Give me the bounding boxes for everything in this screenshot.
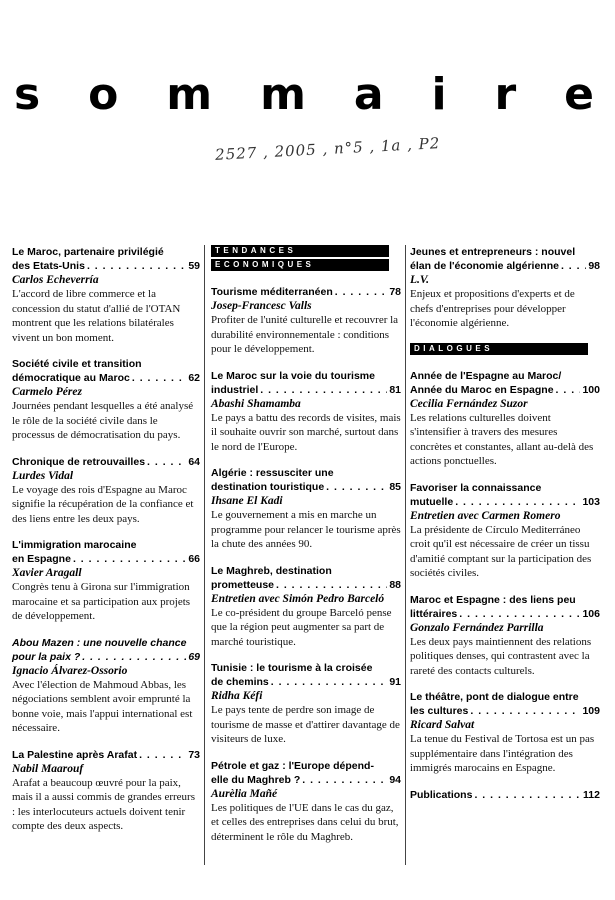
entry-title-line: Jeunes et entrepreneurs : nouvel: [410, 246, 576, 258]
page-number: 73: [188, 748, 200, 761]
entry-title[interactable]: [12, 357, 200, 385]
toc-entry[interactable]: [12, 538, 200, 624]
title-letter: e: [564, 69, 594, 120]
page-number: 94: [389, 773, 401, 786]
page-number: 100: [582, 383, 600, 396]
entry-title-last-line: [12, 259, 200, 273]
title-letter: o: [88, 69, 119, 120]
entry-author: Cecilia Fernández Suzor: [410, 397, 528, 410]
page-title: [14, 70, 594, 120]
page-number: 112: [583, 788, 600, 801]
page-number: 59: [188, 260, 200, 272]
entry-author: Ihsane El Kadi: [211, 495, 283, 507]
entry-title-last-line: [12, 748, 200, 762]
entry-description: Le pays a battu des records de visites, mais il souhaite ouvrir son marché, surtout dans le nord de l'Europe.: [211, 411, 401, 453]
toc-entry[interactable]: [12, 636, 200, 736]
entry-description: Arafat a beaucoup œuvré pour la paix, mais il a aussi commis de grandes erreurs : les interlocuteurs actuels doivent tenir compte des deux aspects.: [12, 776, 195, 832]
toc-entry[interactable]: [410, 690, 600, 776]
entry-author: L.V.: [410, 274, 429, 286]
title-letter: m: [260, 69, 306, 120]
toc-entry[interactable]: [12, 748, 200, 834]
toc-entry[interactable]: [211, 564, 401, 650]
entry-description: La présidente de Círculo Mediterráneo croit qu'il est nécessaire de créer un tissu d'amitié comptant sur la participation des sociétés civiles.: [410, 523, 592, 579]
entry-title-line: Le Maghreb, destination: [211, 564, 332, 577]
entry-title[interactable]: [410, 369, 600, 397]
section-header: DIALOGUES: [410, 343, 588, 355]
page-number: 85: [389, 481, 401, 493]
entry-author: Josep-Francesc Valls: [211, 300, 312, 312]
title-letter: m: [166, 69, 213, 120]
entry-title-last-line: [410, 607, 600, 621]
entry-title-text: prometteuse: [211, 578, 275, 591]
entry-title[interactable]: [12, 538, 200, 566]
entry-title-last-line: [12, 650, 200, 664]
leader-dots: [82, 650, 186, 664]
entry-title-text: élan de l'économie algérienne: [410, 260, 559, 272]
leader-dots: [276, 578, 387, 592]
entry-author: Carlos Echeverría: [12, 274, 99, 286]
entry-title-text: La Palestine après Arafat: [12, 748, 138, 761]
entry-title-line: L'immigration marocaine: [12, 539, 137, 551]
entry-description: Enjeux et propositions d'experts et de chefs d'entreprises pour développer l'économie algérienne.: [410, 288, 575, 329]
entry-title-text: elle du Maghreb ?: [211, 773, 301, 786]
toc-entry[interactable]: [211, 369, 401, 455]
entry-author: Ignacio Álvarez-Ossorio: [12, 664, 128, 677]
entry-title[interactable]: [410, 245, 600, 273]
entry-author: Aurèlia Mañé: [211, 787, 278, 800]
entry-title-last-line: [12, 371, 200, 385]
page-number: 78: [389, 286, 401, 298]
entry-title-text: pour la paix ?: [12, 650, 81, 663]
toc-column-1: [12, 245, 200, 846]
entry-title-text: Tourisme méditerranéen: [211, 286, 333, 298]
toc-entry[interactable]: [12, 455, 200, 527]
entry-title-line: Le Maroc, partenaire privilégié: [12, 246, 164, 258]
toc-entry[interactable]: [410, 369, 600, 469]
entry-author: Ridha Kéfi: [211, 690, 263, 702]
entry-title-text: destination touristique: [211, 481, 325, 493]
entry-title-line: Favoriser la connaissance: [410, 481, 542, 494]
entry-title[interactable]: [410, 593, 600, 621]
entry-author: Gonzalo Fernández Parrilla: [410, 621, 544, 634]
entry-description: Le pays tente de perdre son image de tourisme de masse et d'attirer davantage de visiteurs de luxe.: [211, 704, 400, 745]
entry-title-line: Tunisie : le tourisme à la croisée: [211, 662, 373, 674]
leader-dots: [556, 383, 581, 397]
entry-title[interactable]: [12, 636, 200, 664]
page-number: 81: [389, 383, 401, 396]
entry-title-line: Pétrole et gaz : l'Europe dépend-: [211, 759, 374, 772]
entry-author: Abashi Shamamba: [211, 397, 301, 410]
entry-description: L'accord de libre commerce et la concession du statut d'allié de l'OTAN montrent que les relations bilatérales vivent un bon moment.: [12, 288, 181, 344]
page-number: 62: [188, 372, 200, 384]
entry-title-text: mutuelle: [410, 495, 454, 508]
entry-title-last-line: [12, 552, 200, 566]
entry-description: Le gouvernement a mis en marche un programme pour relancer le tourisme après la chute des années 90.: [211, 509, 401, 550]
page-number: 91: [389, 676, 401, 688]
column-divider: [204, 245, 205, 865]
entry-title[interactable]: [211, 564, 401, 592]
entry-description: Le co-président du groupe Barceló pense que la région peut augmenter sa part de marché touristique.: [211, 606, 392, 648]
entry-description: La tenue du Festival de Tortosa est un pas supplémentaire dans l'intégration des immigrés marocains en Espagne.: [410, 733, 595, 774]
entry-description: Profiter de l'unité culturelle et recouvrer la durabilité environnementale : conditions pour le développement.: [211, 314, 399, 355]
entry-title[interactable]: [410, 690, 600, 718]
entry-title[interactable]: [410, 788, 600, 802]
section-header: TENDANCES: [211, 245, 389, 257]
toc-entry[interactable]: [12, 357, 200, 443]
entry-title-line: Le Maroc sur la voie du tourisme: [211, 369, 375, 382]
leader-dots: [260, 383, 387, 397]
entry-title-line: Maroc et Espagne : des liens peu: [410, 593, 576, 606]
leader-dots: [139, 748, 186, 762]
leader-dots: [474, 788, 581, 802]
page-number: 66: [188, 553, 200, 565]
leader-dots: [73, 552, 186, 566]
entry-title-line: Le théâtre, pont de dialogue entre: [410, 691, 579, 703]
toc-entry[interactable]: [12, 245, 200, 345]
page-number: 103: [582, 495, 600, 508]
entry-title[interactable]: [410, 481, 600, 509]
entry-author: Xavier Aragall: [12, 567, 82, 579]
page-number: 69: [188, 650, 200, 663]
entry-title-line: Abou Mazen : une nouvelle chance: [12, 636, 187, 649]
title-letter: s: [14, 69, 41, 120]
entry-title[interactable]: [12, 455, 200, 469]
entry-title-line: Année de l'Espagne au Maroc/: [410, 369, 562, 382]
entry-title[interactable]: [12, 748, 200, 762]
entry-title-text: des Etats-Unis: [12, 260, 85, 272]
leader-dots: [470, 704, 580, 718]
entry-title-last-line: [211, 383, 401, 397]
entry-title-last-line: [211, 675, 401, 689]
toc-entry[interactable]: [410, 593, 600, 679]
leader-dots: [335, 285, 388, 299]
page-number: 64: [188, 455, 200, 468]
entry-title-text: en Espagne: [12, 553, 71, 565]
entry-title-text: Chronique de retrouvailles: [12, 455, 146, 468]
entry-title-last-line: [410, 788, 600, 802]
title-letter: i: [431, 69, 447, 120]
toc-entry[interactable]: [410, 245, 600, 331]
entry-description: Avec l'élection de Mahmoud Abbas, les négociations semblent avoir emprunté la bonne voie, mais l'appui international est nécessaire.: [12, 678, 193, 734]
entry-author: Ricard Salvat: [410, 719, 475, 731]
leader-dots: [561, 259, 586, 273]
entry-description: Les politiques de l'UE dans le cas du gaz, et celles des entreprises dans celui du brut, déterminent le rôle du Maghreb.: [211, 801, 399, 843]
section-header: ECONOMIQUES: [211, 259, 389, 271]
page-number: 98: [588, 260, 600, 272]
title-letter: r: [494, 69, 517, 120]
entry-title-text: Année du Maroc en Espagne: [410, 383, 554, 396]
page-number: 106: [582, 607, 600, 620]
entry-title-text: démocratique au Maroc: [12, 372, 130, 384]
entry-description: Congrès tenu à Girona sur l'immigration marocaine et sa participation aux projets de développement.: [12, 581, 191, 622]
entry-title[interactable]: [211, 466, 401, 494]
entry-title-last-line: [211, 773, 401, 787]
leader-dots: [302, 773, 387, 787]
entry-description: Les deux pays maintiennent des relations politiques denses, qui contrastent avec la rareté des contacts culturels.: [410, 635, 592, 677]
entry-title-last-line: [410, 259, 600, 273]
toc-column-3: [410, 245, 600, 814]
leader-dots: [147, 455, 186, 469]
leader-dots: [87, 259, 186, 273]
entry-title-last-line: [12, 455, 200, 469]
entry-title[interactable]: [12, 245, 200, 273]
entry-title[interactable]: [211, 285, 401, 299]
entry-title-text: les cultures: [410, 705, 469, 717]
entry-title[interactable]: [211, 369, 401, 397]
entry-title-text: Publications: [410, 788, 473, 801]
entry-title-last-line: [211, 578, 401, 592]
page-number: 109: [582, 705, 600, 717]
entry-title-line: Algérie : ressusciter une: [211, 467, 334, 479]
entry-description: Les relations culturelles doivent s'intensifier à travers des mesures concrètes et constantes, allant au-delà des actions ponctuelles.: [410, 411, 594, 467]
toc-entry[interactable]: [211, 661, 401, 747]
column-divider: [405, 245, 406, 865]
leader-dots: [459, 607, 580, 621]
entry-title-line: Société civile et transition: [12, 358, 142, 370]
leader-dots: [271, 675, 388, 689]
page-number: 88: [389, 578, 401, 591]
title-letter: a: [353, 69, 384, 120]
entry-title[interactable]: [211, 759, 401, 787]
toc-column-2: [211, 245, 401, 856]
entry-title-text: littéraires: [410, 607, 458, 620]
entry-author: Entretien avec Simón Pedro Barceló: [211, 592, 385, 605]
entry-description: Journées pendant lesquelles a été analysé le rôle de la société civile dans le processus de démocratisation du pays.: [12, 400, 194, 441]
entry-title-last-line: [410, 383, 600, 397]
toc-entry[interactable]: [410, 481, 600, 581]
entry-author: Entretien avec Carmen Romero: [410, 509, 561, 522]
leader-dots: [326, 480, 387, 494]
handwritten-note: 2527 , 2005 , n°5 , 1a , P2: [214, 134, 441, 164]
entry-description: Le voyage des rois d'Espagne au Maroc signifie la récupération de la confiance et des liens entre les deux pays.: [12, 483, 194, 525]
entry-title-text: de chemins: [211, 676, 269, 688]
leader-dots: [132, 371, 186, 385]
entry-author: Lurdes Vidal: [12, 469, 74, 482]
entry-title-last-line: [410, 495, 600, 509]
entry-title-last-line: [410, 704, 600, 718]
entry-title-last-line: [211, 285, 401, 299]
toc-entry[interactable]: [211, 759, 401, 845]
leader-dots: [455, 495, 580, 509]
entry-title-last-line: [211, 480, 401, 494]
toc-entry[interactable]: [211, 285, 401, 357]
entry-title[interactable]: [211, 661, 401, 689]
toc-entry[interactable]: [410, 788, 600, 802]
entry-author: Carmelo Pérez: [12, 386, 82, 398]
entry-title-text: industriel: [211, 383, 259, 396]
entry-author: Nabil Maarouf: [12, 762, 84, 775]
toc-entry[interactable]: [211, 466, 401, 552]
